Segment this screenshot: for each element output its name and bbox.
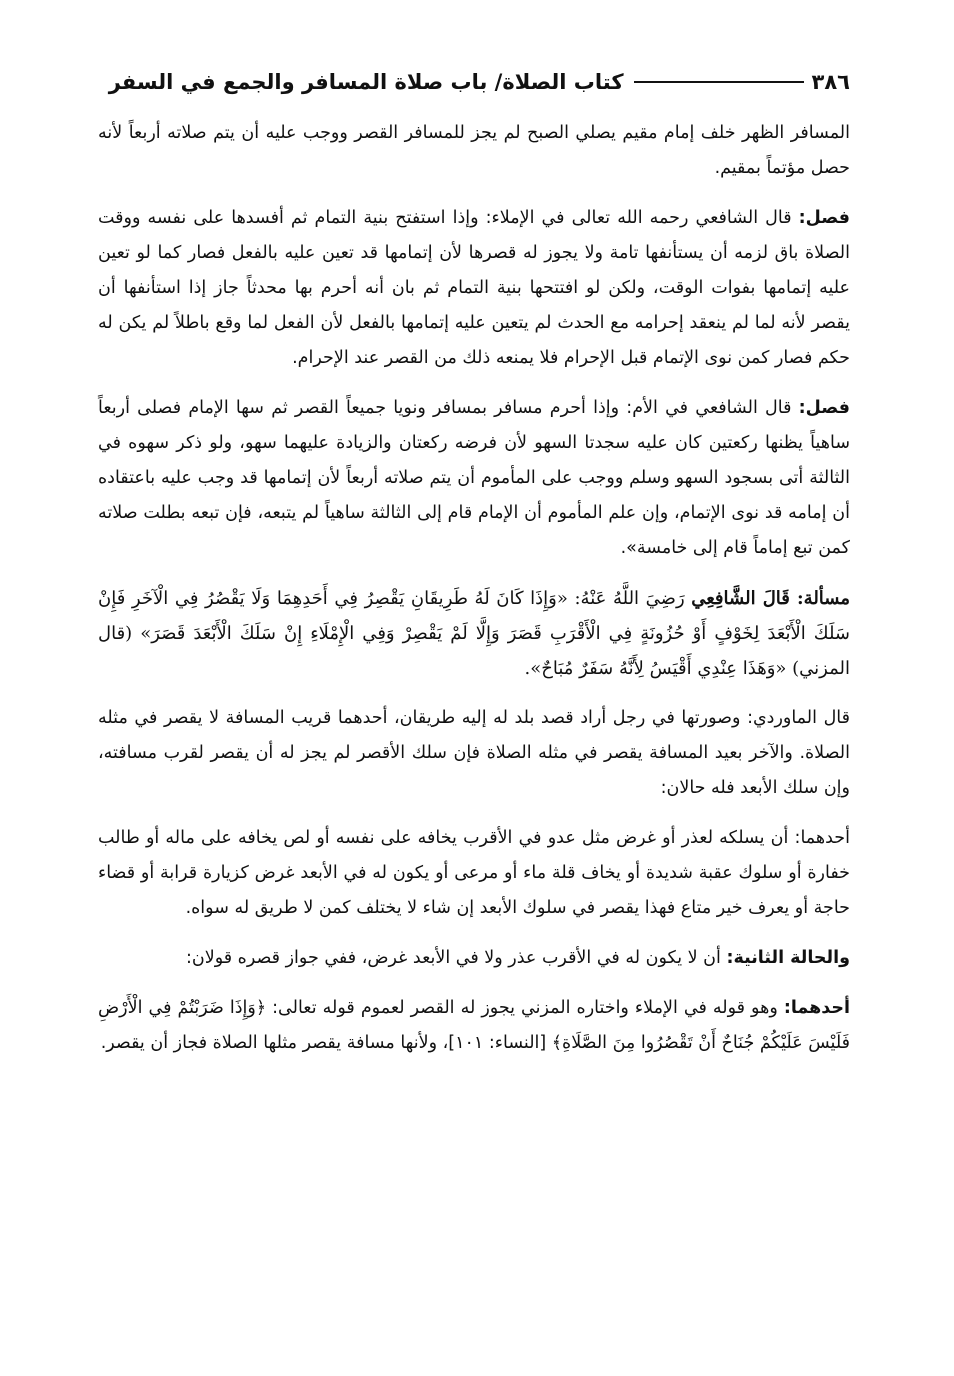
- header-rule: [634, 81, 804, 83]
- paragraph-fasl-imla: [98, 201, 850, 376]
- paragraph-mawardi: [98, 701, 850, 806]
- paragraph-masala: [98, 581, 850, 686]
- paragraph-second-case: [98, 941, 850, 976]
- paragraph-fasl-umm: [98, 391, 850, 566]
- paragraph-lead: أحدهما:: [783, 998, 850, 1018]
- paragraph-text: وهو قوله في الإملاء واختاره المزني يجوز له القصر لعموم قوله تعالى: ﴿وَإِذَا ضَرَبْتُمْ فِي الْأَرْضِ فَلَيْسَ عَلَيْكُمْ جُنَاحٌ أَنْ تَقْصُرُوا مِنَ الصَّلَاةِ﴾ [النساء: ١٠١]، ولأنها مسافة يقصر مثلها الصلاة فجاز أن يقصر.: [98, 998, 850, 1053]
- paragraph-lead: مسألة: قَالَ الشَّافِعِي: [691, 588, 850, 609]
- paragraph-first-case: [98, 821, 850, 926]
- paragraph-text: رَضِيَ اللَّهُ عَنْهُ: «وَإِذَا كَانَ لَهُ طَرِيقَانِ يَقْصِرُ فِي أَحَدِهِمَا وَلَا يَقْصُرُ فِي الْآخَرِ فَإِنْ سَلَكَ الْأَبْعَدَ لِخَوْفٍ أَوْ حُزُونَةٍ فِي الْأَقْرَبِ قَصَرَ وَإِلَّا لَمْ يَقْصِرْ وَفِي الْإِمْلَاءِ إِنْ سَلَكَ الْأَبْعَدَ قَصَرَ» (قال المزني) «وَهَذَا عِنْدِي أَقْيَسُ لِأَنَّهُ سَفَرٌ مُبَاحٌ».: [98, 588, 850, 679]
- page-header: [98, 62, 850, 102]
- paragraph-text: أن لا يكون له في الأقرب عذر ولا في الأبعد غرض، ففي جواز قصره قولان:: [185, 948, 721, 968]
- paragraph-first-opinion: [98, 991, 850, 1061]
- paragraph-continuation: [98, 116, 850, 186]
- page-body: [98, 116, 850, 1061]
- paragraph-lead: والحالة الثانية:: [726, 948, 850, 968]
- book-page: [98, 62, 850, 1076]
- paragraph-text: أحدهما: أن يسلكه لعذر أو غرض مثل عدو في الأقرب يخافه على نفسه أو لص يخافه على ماله أو طالب خفارة أو سلوك عقبة شديدة أو يخاف قلة ماء أو مرعى أو يكون له في الأبعد غرض كزيارة قرابة أو قضاء حاجة أو يعرف خير متاع فهذا يقصر في سلوك الأبعد إن شاء لا يختلف كمن لا طريق له سواه.: [98, 828, 850, 918]
- paragraph-text: قال الماوردي: وصورتها في رجل أراد قصد بلد له إليه طريقان، أحدهما قريب المسافة لا يقصر في مثله الصلاة. والآخر بعيد المسافة يقصر في مثله الصلاة فإن سلك الأقصر لم يجز له أن يقصر لقرب مسافته، وإن سلك الأبعد فله حالان:: [98, 708, 850, 798]
- paragraph-text: قال الشافعي رحمه الله تعالى في الإملاء: وإذا استفتح بنية التمام ثم أفسدها على نفسه ووقت الصلاة باق لزمه أن يستأنفها تامة ولا يجوز له قصرها لأن إتمامها قد تعين عليه بالفعل فصار كما لو تعين عليه إتمامها بفوات الوقت، ولكن لو افتتحها بنية التمام ثم بان أنه أحرم بها محدثاً جاز إذا استأنفها أن يقصر لأنه لما لم ينعقد إحرامه مع الحدث لم يتعين عليه إتمامها بالفعل لأن الفعل لما وقع باطلاً لم يكن له حكم فصار كمن نوى الإتمام قبل الإحرام فلا يمنعه ذلك من القصر عند الإحرام.: [98, 208, 850, 368]
- paragraph-text: المسافر الظهر خلف إمام مقيم يصلي الصبح لم يجز للمسافر القصر ووجب عليه أن يتم صلاته أربعاً لأنه حصل مؤتماً بمقيم.: [98, 123, 850, 178]
- paragraph-text: قال الشافعي في الأم: وإذا أحرم مسافر بمسافر ونويا جميعاً القصر ثم سها الإمام فصلى أربعاً ساهياً يظنها ركعتين كان عليه سجدتا السهو لأن فرضه ركعتان والزيادة عليهما سهو، ولو ذكر سهوه في الثالثة أتى بسجود السهو وسلم ووجب على المأموم أن يتم صلاته أربعاً لأن إتمامها قد وجب عليه باعتقاده أن إمامه قد نوى الإتمام، وإن علم المأموم أن الإمام قام إلى الثالثة ساهياً لم يتبعه، فإن تبعه بطلت صلاته كمن تبع إماماً قام إلى خامسة».: [98, 398, 850, 558]
- paragraph-lead: فصل:: [798, 208, 850, 228]
- chapter-title: كتاب الصلاة/ باب صلاة المسافر والجمع في السفر: [108, 70, 624, 94]
- paragraph-lead: فصل:: [798, 398, 850, 418]
- page-number: ٣٨٦: [811, 70, 850, 94]
